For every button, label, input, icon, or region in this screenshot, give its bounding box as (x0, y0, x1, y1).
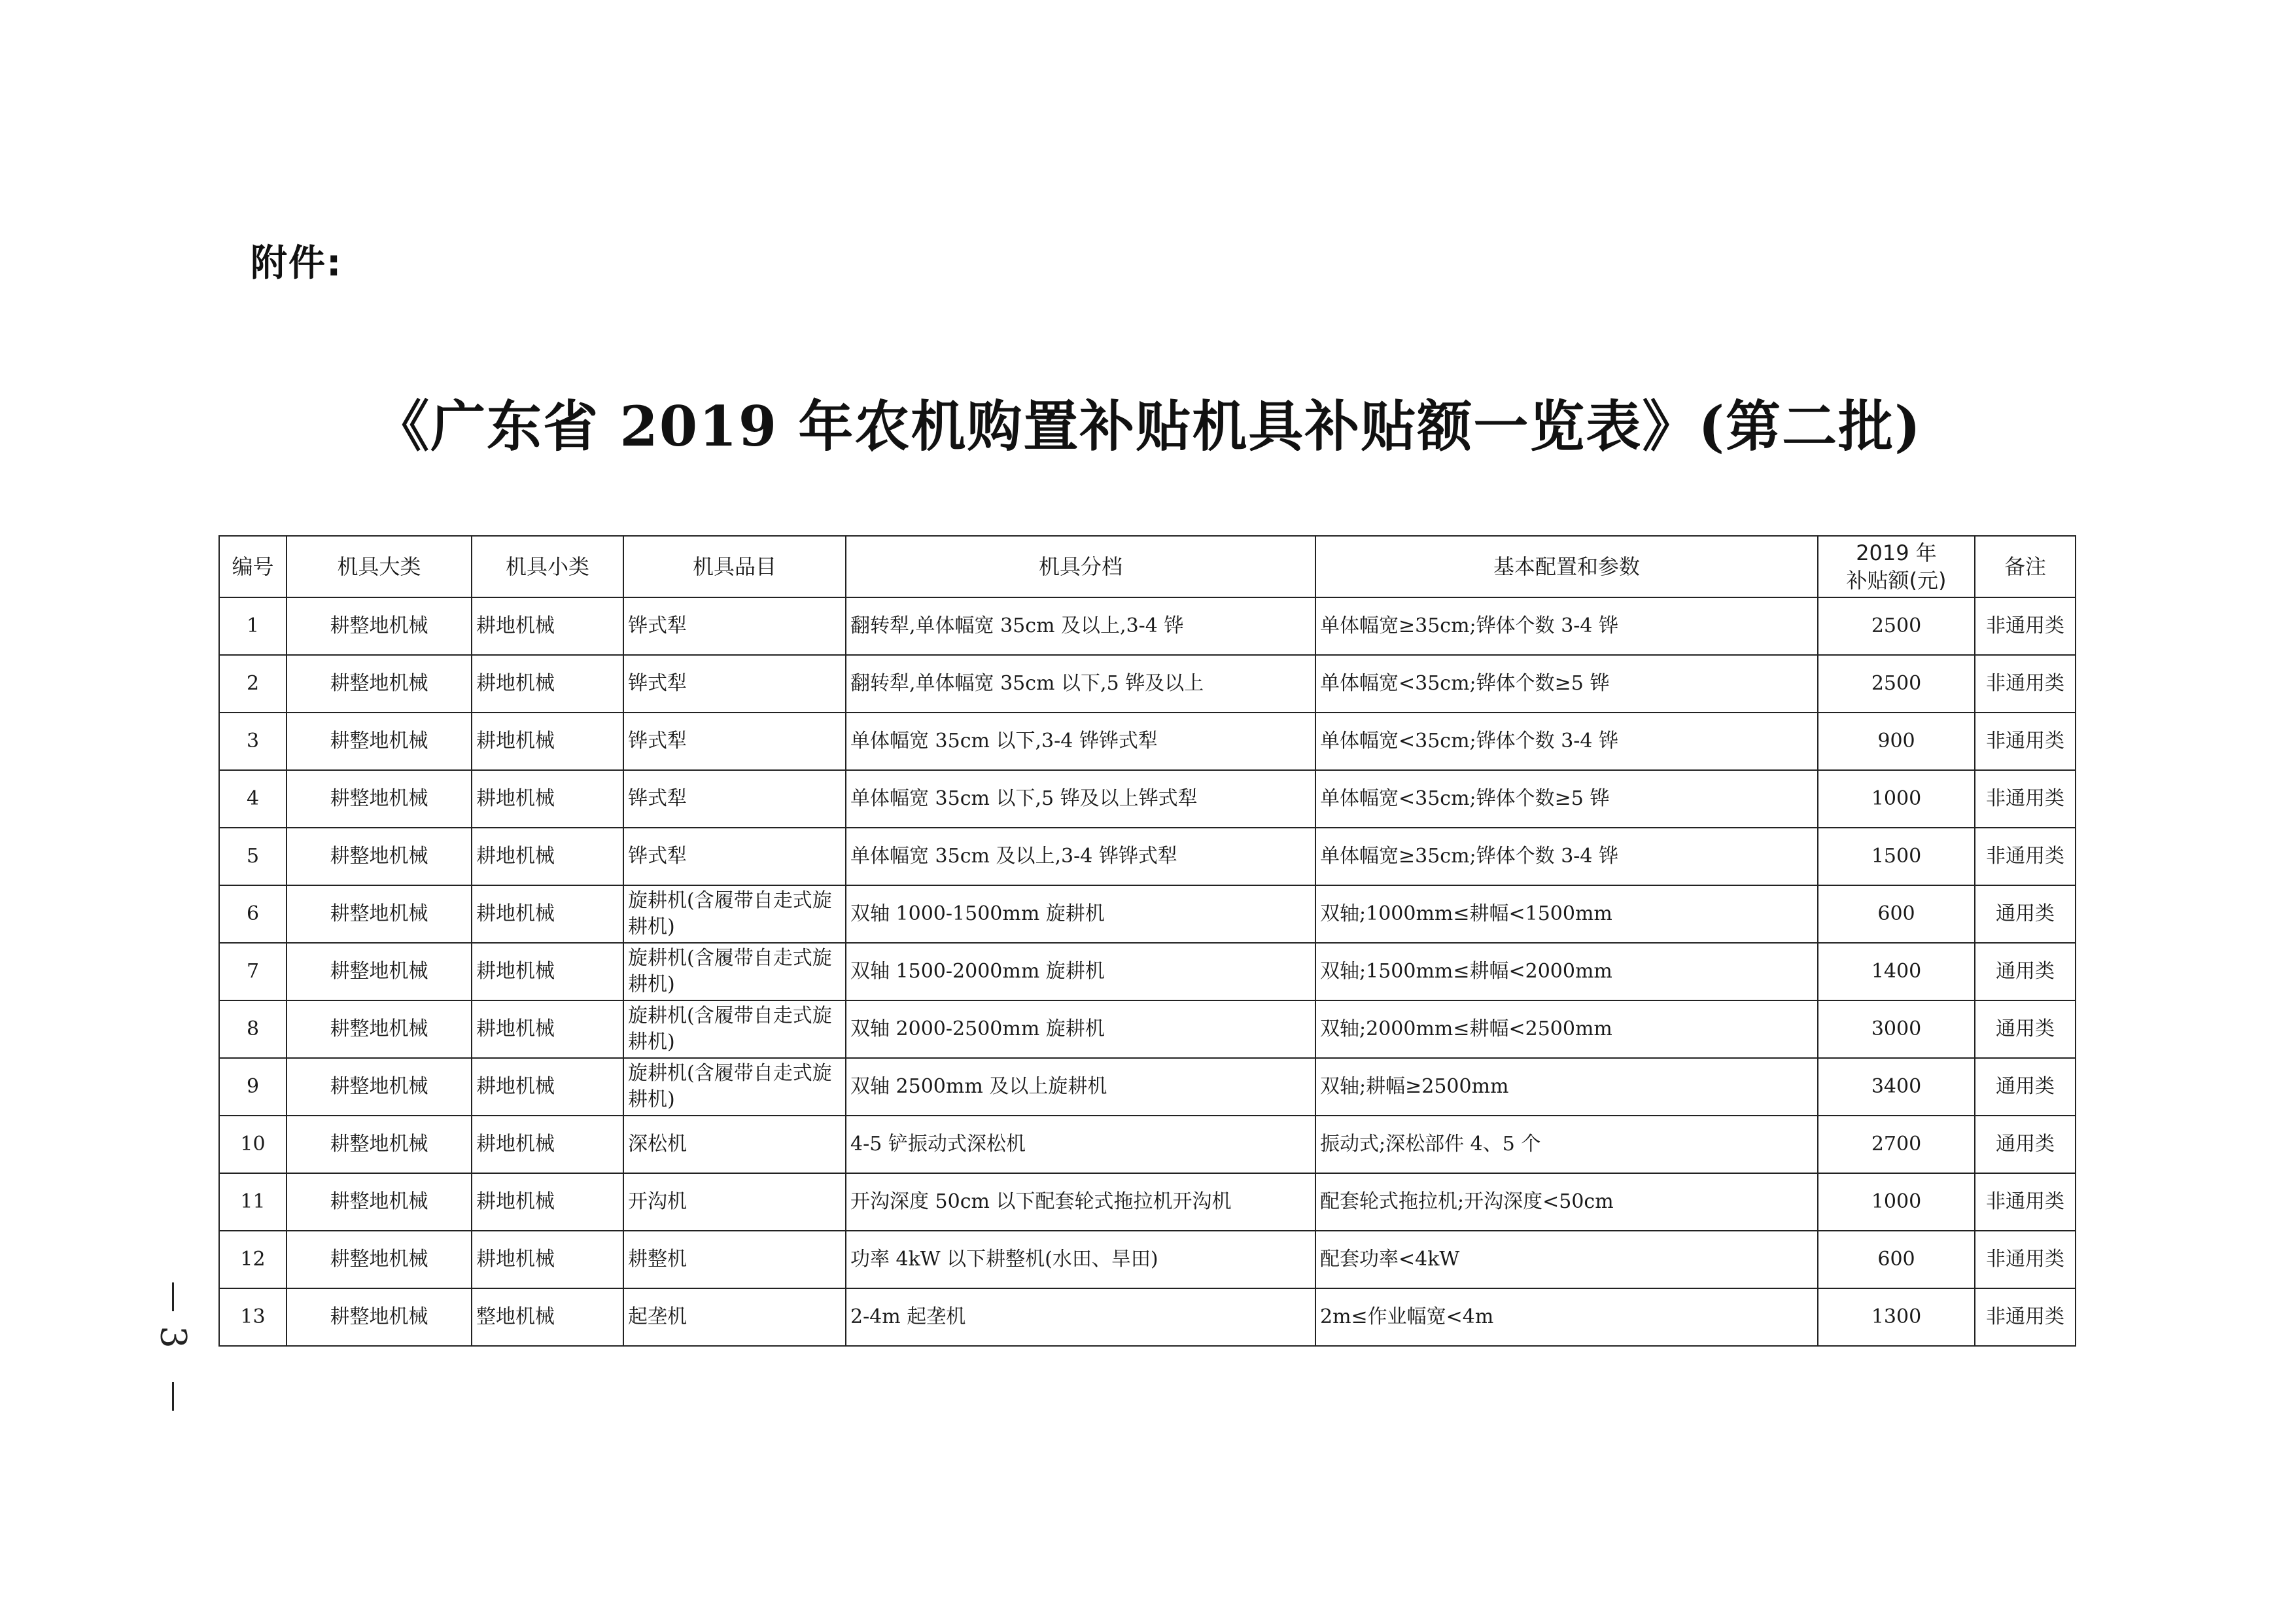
cell-subsidy-amount: 1500 (1818, 828, 1975, 885)
cell-remark: 通用类 (1975, 943, 2076, 1000)
table-row (219, 828, 2076, 885)
cell-config: 双轴;耕幅≥2500mm (1315, 1058, 1818, 1116)
cell-remark: 非通用类 (1975, 828, 2076, 885)
cell-item: 铧式犁 (623, 655, 846, 713)
cell-no: 7 (219, 943, 287, 1000)
cell-minor-category: 耕地机械 (472, 885, 623, 943)
cell-grade: 开沟深度 50cm 以下配套轮式拖拉机开沟机 (846, 1173, 1315, 1231)
cell-no: 8 (219, 1000, 287, 1058)
cell-config: 配套功率<4kW (1315, 1231, 1818, 1288)
cell-major-category: 耕整地机械 (287, 943, 472, 1000)
cell-item: 铧式犁 (623, 597, 846, 655)
cell-major-category: 耕整地机械 (287, 1000, 472, 1058)
cell-minor-category: 耕地机械 (472, 655, 623, 713)
cell-item: 开沟机 (623, 1173, 846, 1231)
header-no: 编号 (219, 536, 287, 597)
header-major-category: 机具大类 (287, 536, 472, 597)
cell-minor-category: 耕地机械 (472, 1058, 623, 1116)
attachment-label: 附件: (251, 242, 343, 285)
table-row (219, 943, 2076, 1000)
cell-item: 铧式犁 (623, 770, 846, 828)
cell-minor-category: 耕地机械 (472, 943, 623, 1000)
cell-major-category: 耕整地机械 (287, 1058, 472, 1116)
cell-remark: 非通用类 (1975, 1173, 2076, 1231)
cell-subsidy-amount: 3000 (1818, 1000, 1975, 1058)
cell-config: 单体幅宽≥35cm;铧体个数 3-4 铧 (1315, 828, 1818, 885)
cell-config: 双轴;1500mm≤耕幅<2000mm (1315, 943, 1818, 1000)
cell-major-category: 耕整地机械 (287, 1231, 472, 1288)
cell-remark: 通用类 (1975, 1000, 2076, 1058)
cell-item: 旋耕机(含履带自走式旋耕机) (623, 943, 846, 1000)
document-title: 《广东省 2019 年农机购置补贴机具补贴额一览表》(第二批) (374, 394, 1922, 459)
cell-item: 铧式犁 (623, 828, 846, 885)
cell-minor-category: 耕地机械 (472, 1231, 623, 1288)
cell-grade: 单体幅宽 35cm 及以上,3-4 铧铧式犁 (846, 828, 1315, 885)
cell-config: 2m≤作业幅宽<4m (1315, 1288, 1818, 1346)
table-row (219, 1173, 2076, 1231)
cell-remark: 非通用类 (1975, 1231, 2076, 1288)
cell-major-category: 耕整地机械 (287, 597, 472, 655)
header-subsidy-line1: 2019 年 (1856, 540, 1937, 565)
cell-major-category: 耕整地机械 (287, 828, 472, 885)
cell-grade: 单体幅宽 35cm 以下,3-4 铧铧式犁 (846, 713, 1315, 770)
cell-item: 耕整机 (623, 1231, 846, 1288)
cell-minor-category: 耕地机械 (472, 597, 623, 655)
header-minor-category: 机具小类 (472, 536, 623, 597)
cell-no: 4 (219, 770, 287, 828)
cell-config: 单体幅宽<35cm;铧体个数≥5 铧 (1315, 655, 1818, 713)
cell-remark: 非通用类 (1975, 713, 2076, 770)
cell-item: 深松机 (623, 1116, 846, 1173)
cell-grade: 2-4m 起垄机 (846, 1288, 1315, 1346)
cell-remark: 非通用类 (1975, 770, 2076, 828)
table-row (219, 597, 2076, 655)
cell-remark: 非通用类 (1975, 1288, 2076, 1346)
cell-grade: 双轴 1000-1500mm 旋耕机 (846, 885, 1315, 943)
table-row (219, 1116, 2076, 1173)
cell-minor-category: 耕地机械 (472, 1173, 623, 1231)
cell-minor-category: 耕地机械 (472, 1000, 623, 1058)
page-number: 3 (152, 1326, 194, 1349)
cell-major-category: 耕整地机械 (287, 1173, 472, 1231)
header-config: 基本配置和参数 (1315, 536, 1818, 597)
cell-item: 起垄机 (623, 1288, 846, 1346)
cell-no: 5 (219, 828, 287, 885)
cell-minor-category: 耕地机械 (472, 713, 623, 770)
cell-minor-category: 耕地机械 (472, 828, 623, 885)
cell-grade: 双轴 1500-2000mm 旋耕机 (846, 943, 1315, 1000)
cell-subsidy-amount: 2500 (1818, 597, 1975, 655)
cell-config: 单体幅宽≥35cm;铧体个数 3-4 铧 (1315, 597, 1818, 655)
header-grade: 机具分档 (846, 536, 1315, 597)
cell-subsidy-amount: 600 (1818, 1231, 1975, 1288)
cell-major-category: 耕整地机械 (287, 1116, 472, 1173)
cell-major-category: 耕整地机械 (287, 1288, 472, 1346)
table-row (219, 770, 2076, 828)
header-item: 机具品目 (623, 536, 846, 597)
cell-no: 10 (219, 1116, 287, 1173)
cell-minor-category: 耕地机械 (472, 1116, 623, 1173)
cell-remark: 通用类 (1975, 1058, 2076, 1116)
header-subsidy-line2: 补贴额(元) (1846, 568, 1947, 593)
table-row (219, 1231, 2076, 1288)
cell-remark: 非通用类 (1975, 655, 2076, 713)
cell-no: 9 (219, 1058, 287, 1116)
cell-subsidy-amount: 2500 (1818, 655, 1975, 713)
cell-major-category: 耕整地机械 (287, 655, 472, 713)
cell-grade: 功率 4kW 以下耕整机(水田、旱田) (846, 1231, 1315, 1288)
cell-no: 6 (219, 885, 287, 943)
cell-no: 2 (219, 655, 287, 713)
cell-subsidy-amount: 1400 (1818, 943, 1975, 1000)
cell-grade: 双轴 2500mm 及以上旋耕机 (846, 1058, 1315, 1116)
table-row (219, 1288, 2076, 1346)
table-row (219, 713, 2076, 770)
cell-subsidy-amount: 1000 (1818, 1173, 1975, 1231)
cell-subsidy-amount: 900 (1818, 713, 1975, 770)
cell-subsidy-amount: 1000 (1818, 770, 1975, 828)
table-header-row (219, 536, 2076, 597)
cell-remark: 通用类 (1975, 885, 2076, 943)
table-row (219, 1000, 2076, 1058)
cell-minor-category: 耕地机械 (472, 770, 623, 828)
page-number-marker (150, 1282, 196, 1413)
cell-no: 13 (219, 1288, 287, 1346)
table-row (219, 1058, 2076, 1116)
cell-no: 3 (219, 713, 287, 770)
cell-item: 旋耕机(含履带自走式旋耕机) (623, 1058, 846, 1116)
cell-subsidy-amount: 600 (1818, 885, 1975, 943)
cell-major-category: 耕整地机械 (287, 770, 472, 828)
cell-subsidy-amount: 3400 (1818, 1058, 1975, 1116)
cell-config: 单体幅宽<35cm;铧体个数 3-4 铧 (1315, 713, 1818, 770)
cell-no: 11 (219, 1173, 287, 1231)
cell-item: 旋耕机(含履带自走式旋耕机) (623, 885, 846, 943)
subsidy-table (218, 535, 2076, 1347)
cell-major-category: 耕整地机械 (287, 885, 472, 943)
cell-config: 单体幅宽<35cm;铧体个数≥5 铧 (1315, 770, 1818, 828)
cell-config: 配套轮式拖拉机;开沟深度<50cm (1315, 1173, 1818, 1231)
cell-item: 旋耕机(含履带自走式旋耕机) (623, 1000, 846, 1058)
cell-item: 铧式犁 (623, 713, 846, 770)
cell-subsidy-amount: 2700 (1818, 1116, 1975, 1173)
cell-remark: 通用类 (1975, 1116, 2076, 1173)
header-remark: 备注 (1975, 536, 2076, 597)
cell-major-category: 耕整地机械 (287, 713, 472, 770)
table-row (219, 655, 2076, 713)
cell-config: 振动式;深松部件 4、5 个 (1315, 1116, 1818, 1173)
page-dash-top (172, 1282, 174, 1311)
cell-no: 1 (219, 597, 287, 655)
cell-grade: 翻转犁,单体幅宽 35cm 以下,5 铧及以上 (846, 655, 1315, 713)
cell-grade: 双轴 2000-2500mm 旋耕机 (846, 1000, 1315, 1058)
cell-config: 双轴;1000mm≤耕幅<1500mm (1315, 885, 1818, 943)
cell-subsidy-amount: 1300 (1818, 1288, 1975, 1346)
cell-config: 双轴;2000mm≤耕幅<2500mm (1315, 1000, 1818, 1058)
cell-grade: 4-5 铲振动式深松机 (846, 1116, 1315, 1173)
cell-grade: 单体幅宽 35cm 以下,5 铧及以上铧式犁 (846, 770, 1315, 828)
page-dash-bottom (172, 1382, 174, 1411)
header-subsidy-amount (1818, 536, 1975, 597)
cell-remark: 非通用类 (1975, 597, 2076, 655)
cell-no: 12 (219, 1231, 287, 1288)
table-row (219, 885, 2076, 943)
cell-grade: 翻转犁,单体幅宽 35cm 及以上,3-4 铧 (846, 597, 1315, 655)
cell-minor-category: 整地机械 (472, 1288, 623, 1346)
